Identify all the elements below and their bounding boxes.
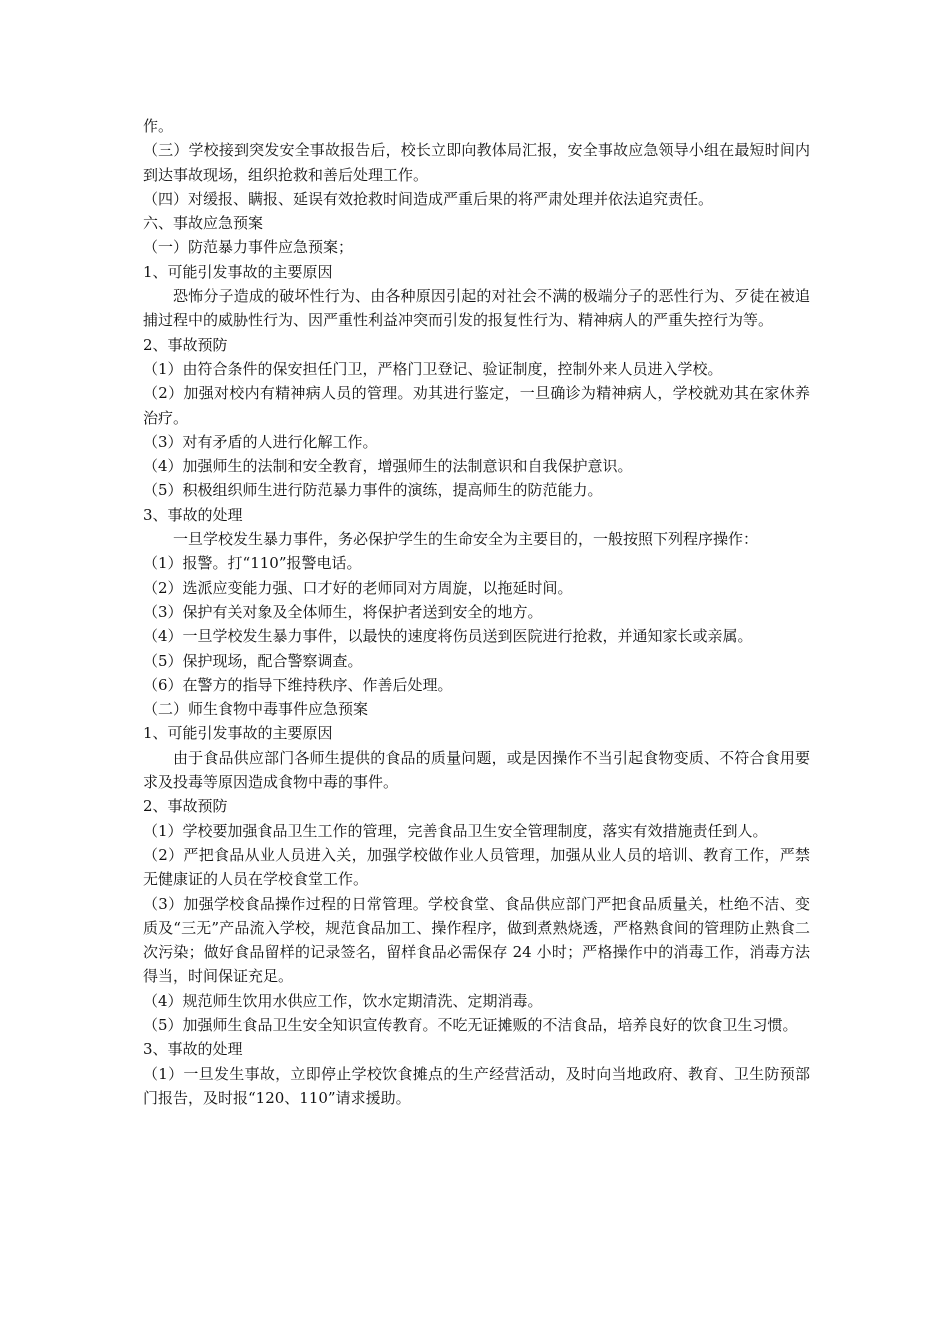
paragraph: （1）一旦发生事故，立即停止学校饮食摊点的生产经营活动，及时向当地政府、教育、卫生防预部门报告，及时报“120、110”请求援助。 — [143, 1064, 810, 1107]
paragraph: （4）一旦学校发生暴力事件，以最快的速度将伤员送到医院进行抢救，并通知家长或亲属。 — [143, 627, 753, 646]
paragraph: 一旦学校发生暴力事件，务必保护学生的生命安全为主要目的，一般按照下列程序操作： — [173, 530, 759, 549]
paragraph: 2、事故预防 — [143, 797, 228, 816]
paragraph: 1、可能引发事故的主要原因 — [143, 724, 333, 743]
paragraph: （三）学校接到突发安全事故报告后，校长立即向教体局汇报，安全事故应急领导小组在最短时间内到达事故现场，组织抢救和善后处理工作。 — [143, 141, 810, 184]
paragraph: 作。 — [143, 117, 174, 135]
paragraph: （4）规范师生饮用水供应工作，饮水定期清洗、定期消毒。 — [143, 991, 543, 1010]
paragraph: （3）加强学校食品操作过程的日常管理。学校食堂、食品供应部门严把食品质量关，杜绝不洁、变质及“三无”产品流入学校，规范食品加工、操作程序，做到煮熟烧透，严格熟食间的管理防止熟食二次污染；做好食品留样的记录签名，留样食品必需保存 24 小时；严格操作中的消毒工作，消毒方法得当，时间保证充足。 — [143, 894, 810, 986]
paragraph: （1）学校要加强食品卫生工作的管理，完善食品卫生安全管理制度，落实有效措施责任到人。 — [143, 821, 768, 840]
paragraph: （3）保护有关对象及全体师生，将保护者送到安全的地方。 — [143, 602, 543, 621]
paragraph: （1）报警。打“110”报警电话。 — [143, 554, 362, 573]
paragraph: （2）加强对校内有精神病人员的管理。劝其进行鉴定，一旦确诊为精神病人，学校就劝其在家休养治疗。 — [143, 384, 810, 427]
paragraph: （5）积极组织师生进行防范暴力事件的演练，提高师生的防范能力。 — [143, 481, 603, 500]
paragraph: （2）严把食品从业人员进入关，加强学校做作业人员管理，加强从业人员的培训、教育工作，严禁无健康证的人员在学校食堂工作。 — [143, 845, 810, 889]
paragraph: 由于食品供应部门各师生提供的食品的质量问题，或是因操作不当引起食物变质、不符合食用要求及投毒等原因造成食物中毒的事件。 — [143, 748, 810, 792]
paragraph: （二）师生食物中毒事件应急预案 — [143, 700, 369, 719]
paragraph: （1）由符合条件的保安担任门卫，严格门卫登记、验证制度，控制外来人员进入学校。 — [143, 359, 723, 378]
paragraph: （四）对缓报、瞒报、延误有效抢救时间造成严重后果的将严肃处理并依法追究责任。 — [143, 189, 714, 208]
paragraph: （3）对有矛盾的人进行化解工作。 — [143, 432, 378, 451]
paragraph: 2、事故预防 — [143, 335, 228, 354]
paragraph: （4）加强师生的法制和安全教育，增强师生的法制意识和自我保护意识。 — [143, 457, 633, 476]
paragraph: 3、事故的处理 — [143, 1040, 243, 1059]
paragraph: 3、事故的处理 — [143, 505, 243, 524]
paragraph: 恐怖分子造成的破坏性行为、由各种原因引起的对社会不满的极端分子的恶性行为、歹徒在被追捕过程中的威胁性行为、因严重性利益冲突而引发的报复性行为、精神病人的严重失控行为等。 — [143, 287, 810, 330]
paragraph: （一）防范暴力事件应急预案； — [143, 238, 354, 257]
paragraph: （2）选派应变能力强、口才好的老师同对方周旋，以拖延时间。 — [143, 578, 573, 597]
paragraph: （5）保护现场，配合警察调查。 — [143, 651, 363, 670]
paragraph: 1、可能引发事故的主要原因 — [143, 262, 333, 281]
paragraph: （5）加强师生食品卫生安全知识宣传教育。不吃无证摊贩的不洁食品，培养良好的饮食卫生习惯。 — [143, 1015, 798, 1034]
paragraph: （6）在警方的指导下维持秩序、作善后处理。 — [143, 675, 453, 694]
paragraph: 六、事故应急预案 — [143, 214, 264, 233]
document-page — [143, 114, 810, 1110]
